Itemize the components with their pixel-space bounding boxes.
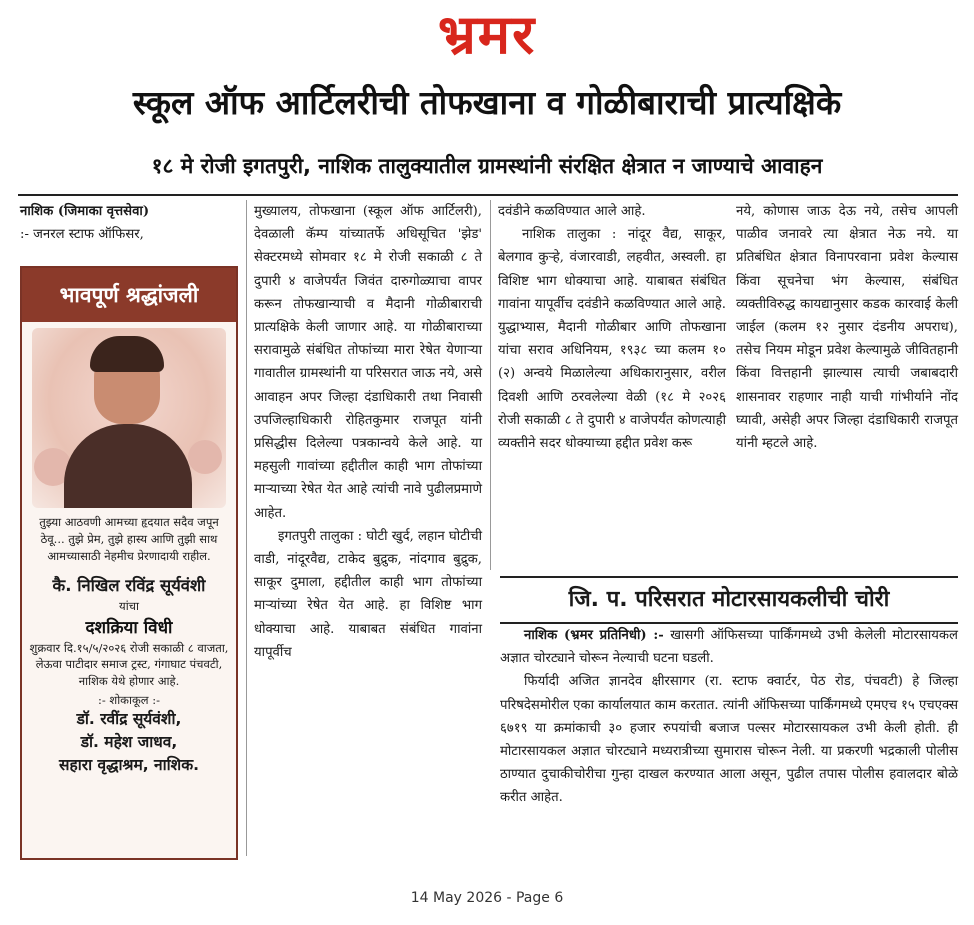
story1-paragraph: इगतपुरी तालुका : घोटी खुर्द, लहान घोटीची वाडी, नांदूरवैद्य, टाकेद बुद्रुक, नांदगाव बुद्रुक, साकूर दुमाला, हद्दीतील काही भाग तोफांच्या माऱ्यांच्या रेषेत येत आहे. हा विशिष्ट भाग धोक्याचा आहे. याबाबत संबंधित गावांना यापूर्वीच [254, 528, 482, 660]
story1-dateline: नाशिक (जिमाका वृत्तसेवा) [20, 204, 150, 219]
ceremony-title: दशक्रिया विधी [85, 617, 173, 638]
mourner-name: सहारा वृद्धाश्रम, नाशिक. [59, 756, 199, 774]
ceremony-details: शुक्रवार दि.१५/५/२०२६ रोजी सकाळी ८ वाजता, लेऊवा पाटीदार समाज ट्रस्ट, गंगाघाट पंचवटी, नाशिक येथे होणार आहे. [29, 640, 229, 688]
header-rule [18, 194, 958, 196]
tribute-header: भावपूर्ण श्रद्धांजली [22, 268, 236, 322]
story2-headline: जि. प. परिसरात मोटारसायकलीची चोरी [500, 576, 958, 624]
story2-body [500, 624, 958, 810]
portrait-body [64, 424, 192, 508]
tribute-message: तुझ्या आठवणी आमच्या हृदयात सदैव जपून ठेवू... तुझे प्रेम, तुझे हास्य आणि तुझी साथ आमच्यासाठी नेहमीच प्रेरणादायी राहील. [39, 515, 219, 563]
deceased-name: कै. निखिल रविंद्र सूर्यवंशी [52, 576, 206, 595]
story1-paragraph: नये, कोणास जाऊ देऊ नये, तसेच आपली पाळीव जनावरे त्या क्षेत्रात नेऊ नये. या प्रतिबंधित क्षेत्रात विनापरवाना प्रवेश केल्यास किंवा सूचनेचा भंग केल्यास, संबंधित व्यक्तीविरुद्ध कायद्यानुसार कडक कारवाई केली जाईल (कलम १२ नुसार दंडनीय अपराध), तसेच नियम मोडून प्रवेश केल्यामुळे जीवितहानी किंवा वित्तहानी झाल्यास त्याची जबाबदारी शासनावर राहणार नाही याची गांभीर्याने नोंद घ्यावी, असेही अपर जिल्हा दंडाधिकारी राजपूत यांनी म्हटले आहे. [736, 204, 958, 452]
story2-paragraph: खासगी ऑफिसच्या पार्किंगमध्ये उभी केलेली मोटारसायकल अज्ञात चोरट्याने चोरून नेल्याची घटना घडली. [500, 628, 959, 667]
portrait-hair [90, 336, 164, 372]
page-footer: 14 May 2026 - Page 6 [410, 890, 564, 906]
column-divider [490, 200, 491, 570]
story1-paragraph: दवंडीने कळविण्यात आले आहे. [498, 204, 646, 219]
story2-paragraph: फिर्यादी अजित ज्ञानदेव क्षीरसागर (रा. स्टाफ क्वार्टर, पेठ रोड, पंचवटी) हे जिल्हा परिषदेसमोरील एका कार्यालयात काम करतात. त्यांनी ऑफिसच्या पार्किंगमध्ये एमएच १५ एचएक्स ६७१९ या क्रमांकाची ३० हजार रुपयांची बजाज पल्सर मोटारसायकल उभी केली होती. ही मोटारसायकल अज्ञात चोरट्याने मध्यरात्रीच्या सुमारास चोरून नेली. या प्रकरणी भद्रकाली पोलीस ठाण्यात दुचाकीचोरीचा गुन्हा दाखल करण्यात आला असून, पुढील तपास पोलीस हवालदार बोळे करीत आहेत. [500, 674, 958, 806]
story1-intro: :- जनरल स्टाफ ऑफिसर, [20, 227, 144, 243]
story1-column-3 [498, 200, 726, 455]
column-divider [246, 200, 247, 856]
masthead [0, 0, 974, 72]
sub-headline: १८ मे रोजी इगतपुरी, नाशिक तालुक्यातील ग्रामस्थांनी संरक्षित क्षेत्रात न जाण्याचे आवाहन [151, 154, 823, 178]
story1-paragraph: नाशिक तालुका : नांदूर वैद्य, साकूर, बेलगाव कुऱ्हे, वंजारवाडी, लहवीत, अस्वली. हा विशिष्ट भाग धोक्याचा आहे. याबाबत संबंधित गावांना यापूर्वीच दवंडीने कळविण्यात आले आहे. युद्धाभ्यास, मैदानी गोळीबार आणि तोफखाना यांचा सराव अधिनियम, १९३८ च्या कलम १० (२) अन्वये मिळालेल्या अधिकारानुसार, वरील दिवशी आणि ठरवलेल्या वेळी (१८ मे २०२६ रोजी सकाळी ८ ते दुपारी ४ वाजेपर्यंत कोणत्याही व्यक्तीने सदर धोक्याच्या हद्दीत प्रवेश करू [498, 227, 726, 452]
mourner-name: डॉ. महेश जाधव, [80, 733, 178, 751]
story1-paragraph: मुख्यालय, तोफखाना (स्कूल ऑफ आर्टिलरी), देवळाली कॅम्प यांच्यातर्फे अधिसूचित 'झेड' सेक्टरमध्ये सोमवार १८ मे रोजी सकाळी ८ ते दुपारी ४ वाजेपर्यंत जिवंत दारुगोळ्याचा वापर करून तोफखान्याची व मैदानी गोळीबाराची प्रात्यक्षिके केली जाणार आहे. या गोळीबाराच्या सरावामुळे संबंधित तोफांच्या मारा रेषेत येणाऱ्या गावातील ग्रामस्थांनी या परिसरात जाऊ नये, असे आवाहन अपर जिल्हा दंडाधिकारी तथा निवासी उपजिल्हाधिकारी रोहितकुमार राजपूत यांनी प्रसिद्धीस दिलेल्या पत्रकान्वये केले आहे. या महसुली गावांच्या हद्दीतील काही भाग तोफांच्या माऱ्याच्या रेषेत येत आहे त्यांची नावे पुढीलप्रमाणे आहेत. [254, 204, 482, 521]
portrait-photo [32, 328, 226, 508]
mourner-name: डॉ. रवींद्र सूर्यवंशी, [76, 710, 182, 728]
tribute-box [20, 266, 238, 860]
mourners-list [22, 708, 236, 777]
flower-icon [188, 440, 222, 474]
story1-column-4 [736, 200, 958, 455]
story1-column-1 [20, 200, 238, 246]
story2-dateline: नाशिक (भ्रमर प्रतिनिधी) :- [524, 628, 664, 643]
main-headline: स्कूल ऑफ आर्टिलरीची तोफखाना व गोळीबाराची प्रात्यक्षिके [132, 83, 842, 122]
masthead-logo-text: भ्रमर [437, 3, 537, 66]
ceremony-prefix: यांचा [119, 599, 139, 613]
mourners-label: :- शोकाकूल :- [97, 693, 161, 707]
story1-column-2 [254, 200, 482, 664]
